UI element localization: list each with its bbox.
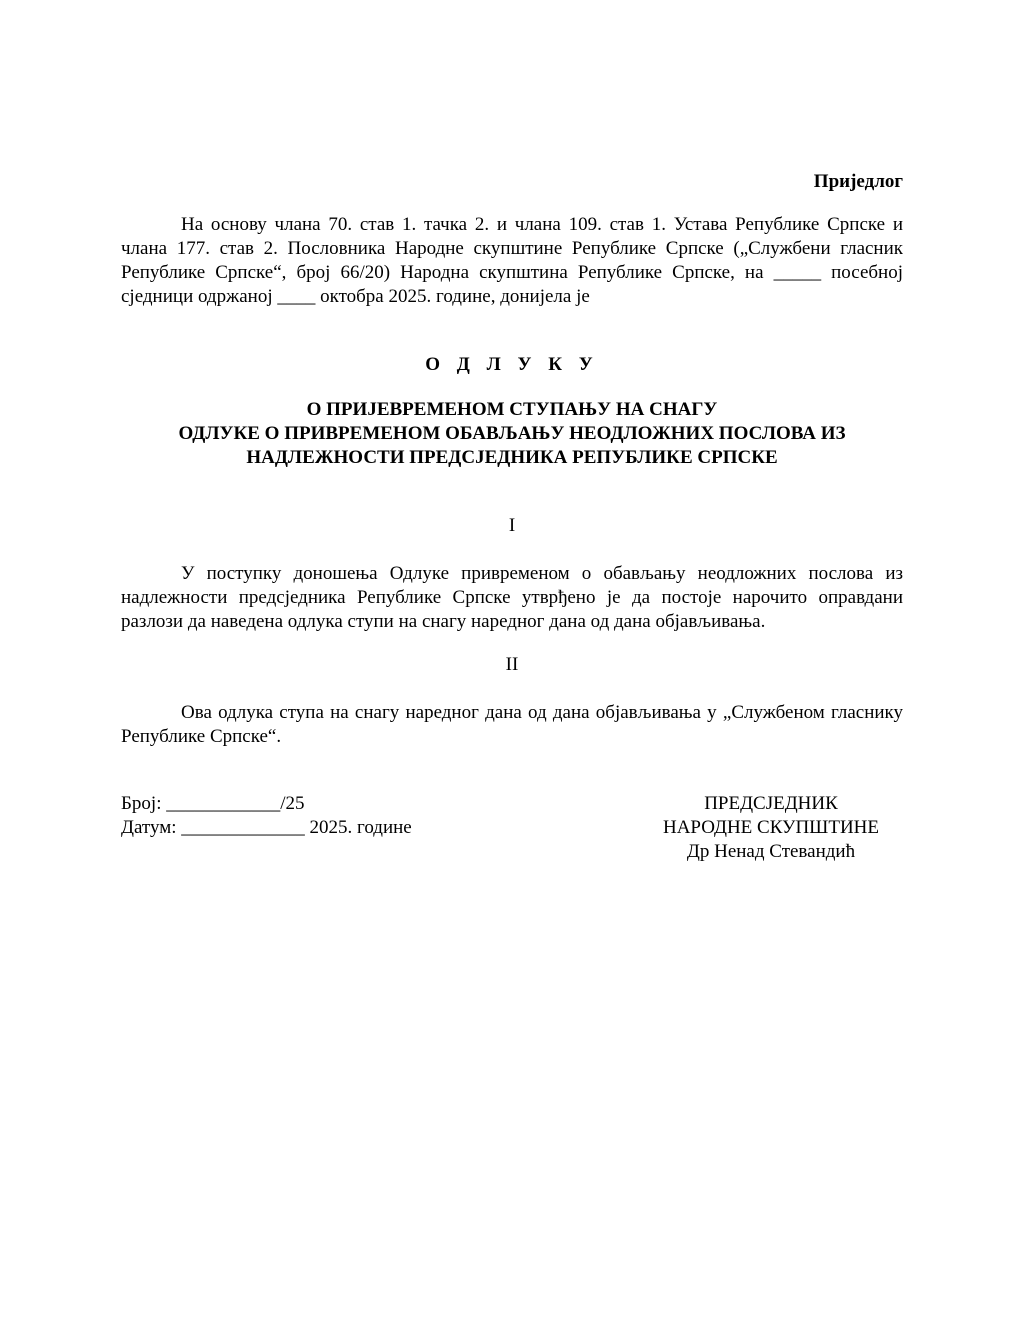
section-2-paragraph: Ова одлука ступа на снагу наредног дана од дана објављивања у „Службеном гласнику Републике Српске“. (121, 702, 903, 747)
decision-subtitle (121, 398, 903, 470)
signatory-name: Др Ненад Стевандић (686, 841, 856, 862)
proposal-label: Приједлог (813, 171, 903, 192)
section-number-2: II (505, 654, 519, 675)
document-reference (121, 792, 412, 840)
signatory-title-1: ПРЕДСЈЕДНИК (704, 793, 838, 814)
signatory-title-2: НАРОДНЕ СКУПШТИНЕ (662, 817, 879, 838)
decision-title: О Д Л У К У (425, 354, 599, 375)
decision-subtitle-line: ОДЛУКЕ О ПРИВРЕМЕНОМ ОБАВЉАЊУ НЕОДЛОЖНИХ ПОСЛОВА ИЗ (178, 423, 846, 444)
document-page (121, 0, 903, 1325)
section-number-1: I (508, 515, 516, 536)
decision-subtitle-line: О ПРИЈЕВРЕМЕНОМ СТУПАЊУ НА СНАГУ (306, 399, 718, 420)
decision-subtitle-line: НАДЛЕЖНОСТИ ПРЕДСЈЕДНИКА РЕПУБЛИКЕ СРПСКЕ (246, 447, 778, 468)
signature-block (621, 792, 921, 864)
section-1-paragraph: У поступку доношења Одлуке привременом о обављању неодложних послова из надлежности предсједника Републике Српске утврђено је да постоје нарочито оправдани разлози да наведена одлука ступи на снагу наредног дана од дана објављивања. (121, 563, 903, 632)
document-date-line: Датум: _____________ 2025. године (121, 817, 412, 838)
document-number-line: Број: ____________/25 (121, 793, 305, 814)
preamble-paragraph: На основу члана 70. став 1. тачка 2. и члана 109. став 1. Устава Републике Српске и члана 177. став 2. Пословника Народне скупштине Републике Српске („Службени гласник Републике Српске“, број 66/20) Народна скупштина Републике Српске, на _____ посебној сједници одржаној ____ октобра 2025. године, донијела је (121, 214, 903, 307)
